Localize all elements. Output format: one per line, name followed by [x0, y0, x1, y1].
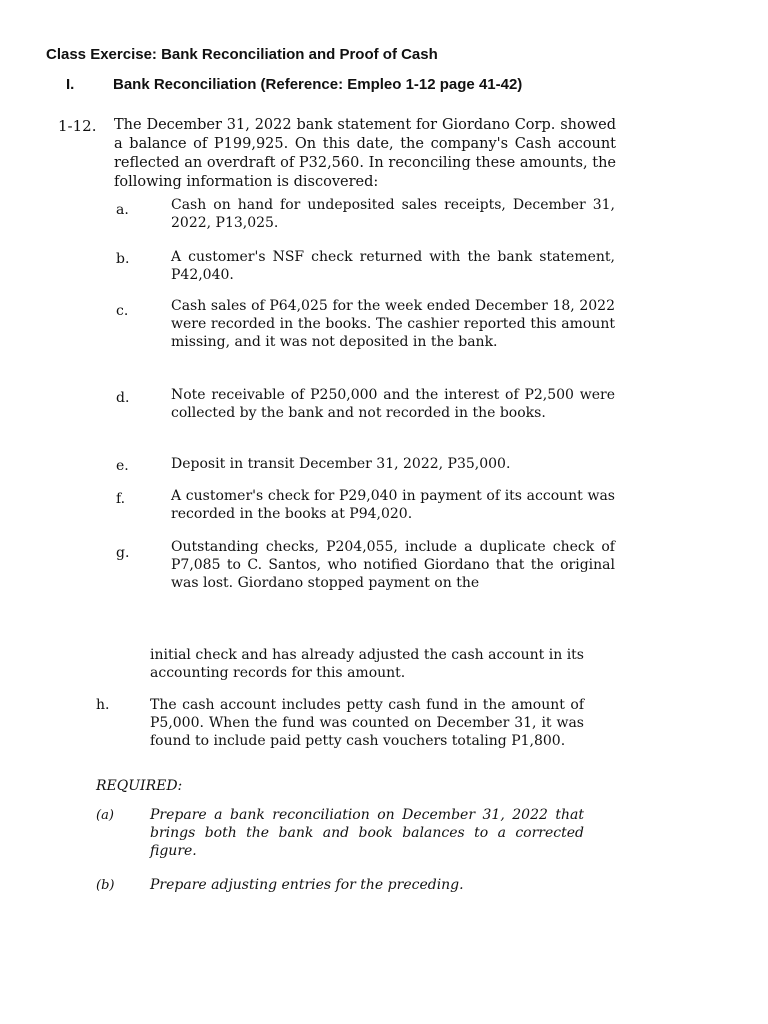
item-label-f: f. [116, 491, 126, 507]
item-text-d: Note receivable of P250,000 and the interest of P2,500 were collected by the bank and not recorded in the books. [171, 387, 615, 421]
item-label-e: e. [116, 458, 129, 474]
required-heading: REQUIRED: [96, 778, 183, 794]
item-text-g-continuation: initial check and has already adjusted the cash account in its accounting records for this amount. [150, 647, 584, 681]
item-text-b: A customer's NSF check returned with the bank statement, P42,040. [171, 249, 615, 283]
problem-number: 1-12. [58, 117, 97, 135]
item-label-h: h. [96, 697, 110, 713]
item-text-h: The cash account includes petty cash fund in the amount of P5,000. When the fund was counted on December 31, it was found to include paid petty cash vouchers totaling P1,800. [150, 697, 584, 749]
item-label-a: a. [116, 202, 129, 218]
item-label-g: g. [116, 545, 130, 561]
item-label-b: b. [116, 251, 130, 267]
item-text-a: Cash on hand for undeposited sales receipts, December 31, 2022, P13,025. [171, 197, 615, 231]
required-text-b: Prepare adjusting entries for the preceding. [150, 877, 464, 893]
required-label-b: (b) [96, 878, 115, 893]
section-number: I. [66, 76, 75, 93]
section-title: Bank Reconciliation (Reference: Empleo 1-12 page 41-42) [113, 76, 523, 93]
required-text-a: Prepare a bank reconciliation on December 31, 2022 that brings both the bank and book balances to a corrected figure. [150, 807, 584, 859]
item-text-e: Deposit in transit December 31, 2022, P35,000. [171, 456, 511, 472]
required-label-a: (a) [96, 808, 114, 823]
item-text-f: A customer's check for P29,040 in payment of its account was recorded in the books at P94,020. [171, 488, 615, 522]
item-text-g: Outstanding checks, P204,055, include a duplicate check of P7,085 to C. Santos, who notified Giordano that the original was lost. Giordano stopped payment on the [171, 539, 615, 591]
document-title: Class Exercise: Bank Reconciliation and Proof of Cash [46, 46, 438, 63]
item-label-d: d. [116, 390, 130, 406]
item-label-c: c. [116, 303, 129, 319]
item-text-c: Cash sales of P64,025 for the week ended December 18, 2022 were recorded in the books. The cashier reported this amount missing, and it was not deposited in the bank. [171, 298, 615, 350]
problem-intro: The December 31, 2022 bank statement for Giordano Corp. showed a balance of P199,925. On this date, the company's Cash account reflected an overdraft of P32,560. In reconciling these amounts, the following information is discovered: [114, 117, 616, 190]
